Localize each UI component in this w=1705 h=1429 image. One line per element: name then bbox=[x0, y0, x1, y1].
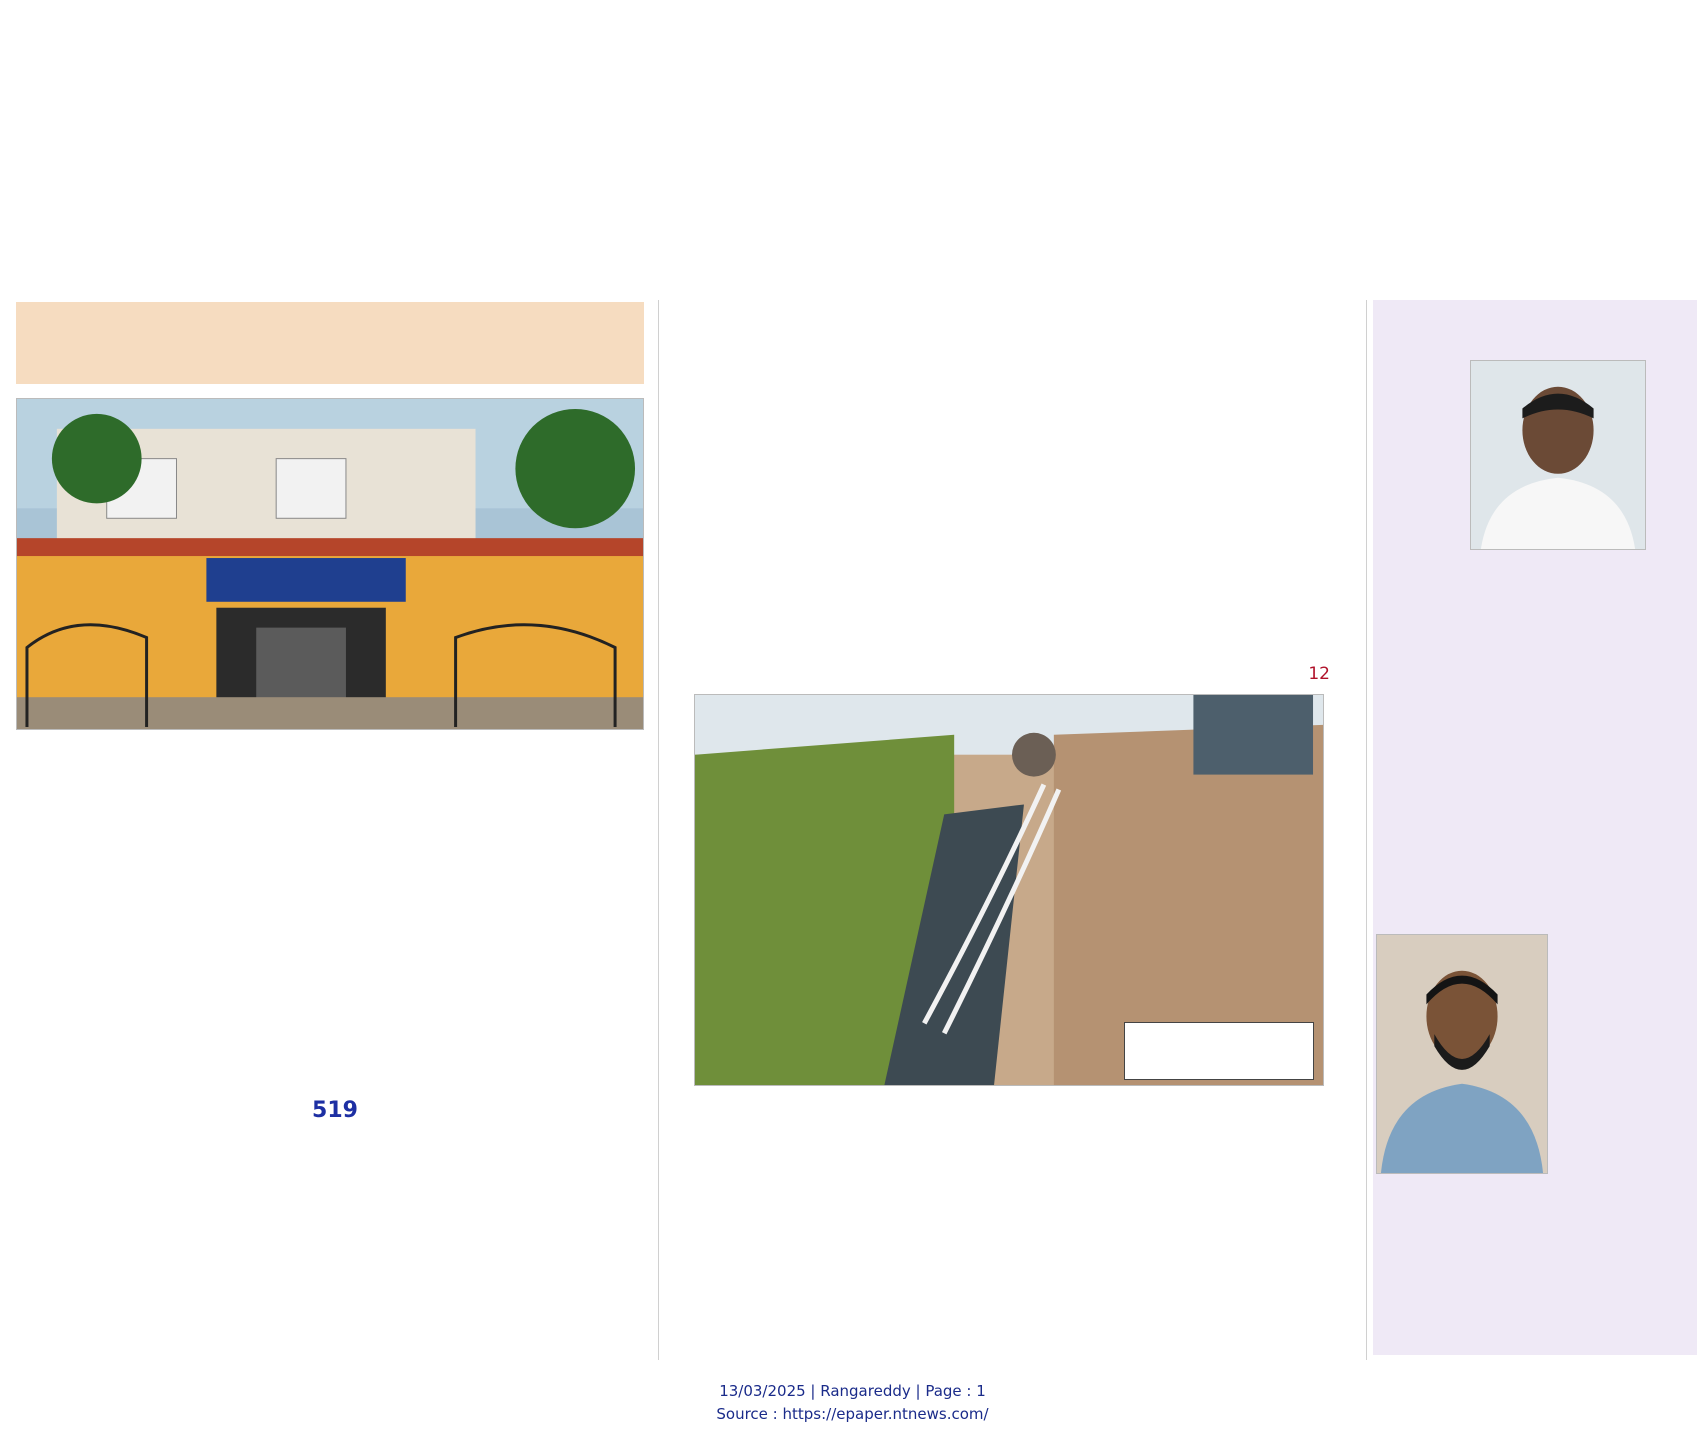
municipal-office-photo bbox=[16, 398, 644, 730]
sidebar-text-wrap-1 bbox=[1382, 362, 1466, 572]
column-rule-1 bbox=[658, 300, 659, 1360]
footer-date-line: 13/03/2025 | Rangareddy | Page : 1 bbox=[719, 1382, 986, 1400]
office-board-text bbox=[217, 569, 387, 595]
left-body-text-2 bbox=[30, 1140, 640, 1358]
deck-right bbox=[1164, 258, 1684, 298]
sidebar-title-2a bbox=[1373, 852, 1697, 886]
person-photo-2-graphic bbox=[1377, 935, 1547, 1173]
photo-caption bbox=[1124, 1022, 1314, 1080]
sidebar-title-1 bbox=[1373, 314, 1697, 348]
person-photo-1 bbox=[1470, 360, 1646, 550]
footer bbox=[0, 1380, 1705, 1426]
deck-left bbox=[186, 258, 746, 298]
person-photo-1-graphic bbox=[1471, 361, 1645, 549]
sidebar-text-wrap-2 bbox=[1556, 934, 1688, 1176]
middle-subhead bbox=[686, 1096, 1330, 1130]
left-subhead: 519 bbox=[312, 1098, 358, 1123]
municipal-office-photo-graphic bbox=[17, 399, 643, 729]
main-headline bbox=[0, 132, 1705, 262]
left-body-text bbox=[30, 744, 640, 1094]
sidebar-title-2b bbox=[1373, 890, 1697, 924]
sidebar-byline-1 bbox=[1373, 816, 1697, 846]
sidebar-text-2 bbox=[1382, 1178, 1678, 1330]
left-box-title bbox=[16, 302, 644, 384]
sidebar-text-1 bbox=[1382, 566, 1678, 820]
middle-intro-text bbox=[686, 302, 1330, 672]
footer-source-line: Source : https://epaper.ntnews.com/ bbox=[716, 1405, 989, 1423]
dateline: 12 bbox=[1308, 664, 1330, 684]
person-photo-2 bbox=[1376, 934, 1548, 1174]
masthead-logo bbox=[0, 6, 1705, 90]
column-rule-2 bbox=[1366, 300, 1367, 1360]
sidebar-byline-2 bbox=[1373, 1330, 1697, 1354]
middle-body-text bbox=[686, 1144, 1330, 1358]
